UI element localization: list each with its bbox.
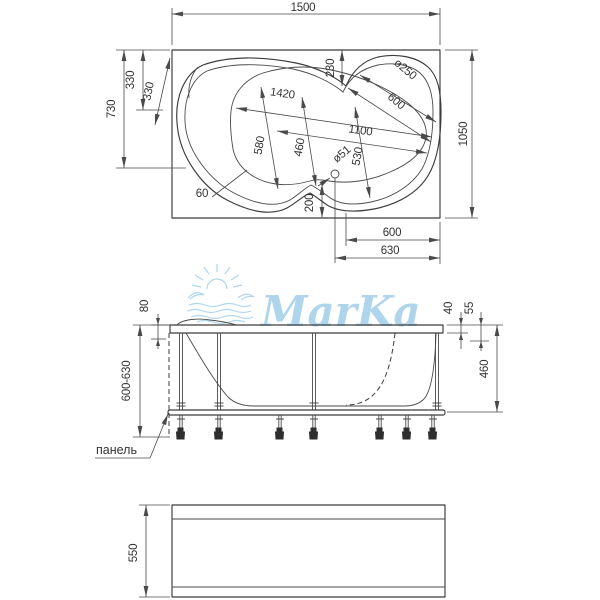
dim-1500	[172, 2, 440, 45]
watermark-text: MarKa	[261, 287, 421, 336]
dim-600-630	[121, 325, 170, 437]
svg-text:200: 200	[304, 193, 316, 213]
svg-text:580: 580	[252, 135, 268, 156]
dim-580	[253, 87, 278, 189]
svg-text:460: 460	[292, 137, 308, 158]
frame-bottom-bar	[168, 410, 445, 415]
svg-text:80: 80	[139, 299, 151, 313]
dim-460-front	[447, 325, 503, 412]
plan-outline-rect	[172, 50, 440, 218]
svg-text:1420: 1420	[269, 86, 296, 102]
svg-text:1500: 1500	[290, 2, 316, 14]
dim-460-plan	[293, 97, 316, 186]
panel-front-view	[128, 505, 445, 597]
dim-1050	[445, 50, 478, 218]
tub-outer-rim	[177, 55, 441, 212]
svg-text:600: 600	[382, 227, 402, 239]
dim-330-vertical	[125, 50, 163, 110]
frame-legs	[177, 415, 438, 439]
dim-55	[464, 302, 489, 351]
svg-text:230: 230	[325, 58, 337, 78]
drain-hole	[331, 170, 339, 178]
tub-inner-rim	[185, 64, 433, 204]
svg-text:530: 530	[350, 146, 366, 167]
dim-330-diagonal	[141, 58, 170, 125]
svg-text:600-630: 600-630	[121, 360, 133, 402]
dim-drain-51	[318, 144, 353, 186]
sun-waves-icon	[187, 264, 254, 324]
tub-silhouette-solid	[186, 333, 436, 406]
svg-text:1050: 1050	[458, 121, 470, 147]
plan-view	[106, 2, 478, 264]
dim-200	[304, 184, 322, 218]
panel-label	[95, 414, 168, 458]
svg-text:панель: панель	[96, 443, 137, 457]
dim-530	[351, 107, 370, 198]
svg-text:550: 550	[128, 543, 140, 563]
tub-basin	[231, 67, 427, 185]
svg-text:55: 55	[464, 301, 476, 315]
svg-text:ø51: ø51	[330, 143, 354, 166]
dim-80	[139, 300, 170, 349]
svg-text:1100: 1100	[347, 123, 374, 139]
svg-text:460: 460	[479, 359, 491, 379]
tub-silhouette-hidden	[346, 333, 395, 405]
svg-text:330: 330	[141, 81, 157, 102]
svg-text:60: 60	[195, 188, 209, 200]
svg-text:ø250: ø250	[391, 56, 419, 83]
svg-text:40: 40	[443, 301, 455, 315]
svg-text:630: 630	[380, 245, 400, 257]
dim-630-bottom	[335, 178, 440, 263]
dim-730	[106, 50, 186, 168]
svg-text:600: 600	[384, 91, 407, 113]
dim-550	[128, 505, 170, 597]
svg-text:330: 330	[125, 70, 137, 90]
frame-posts	[177, 333, 442, 410]
svg-text:730: 730	[106, 99, 118, 119]
